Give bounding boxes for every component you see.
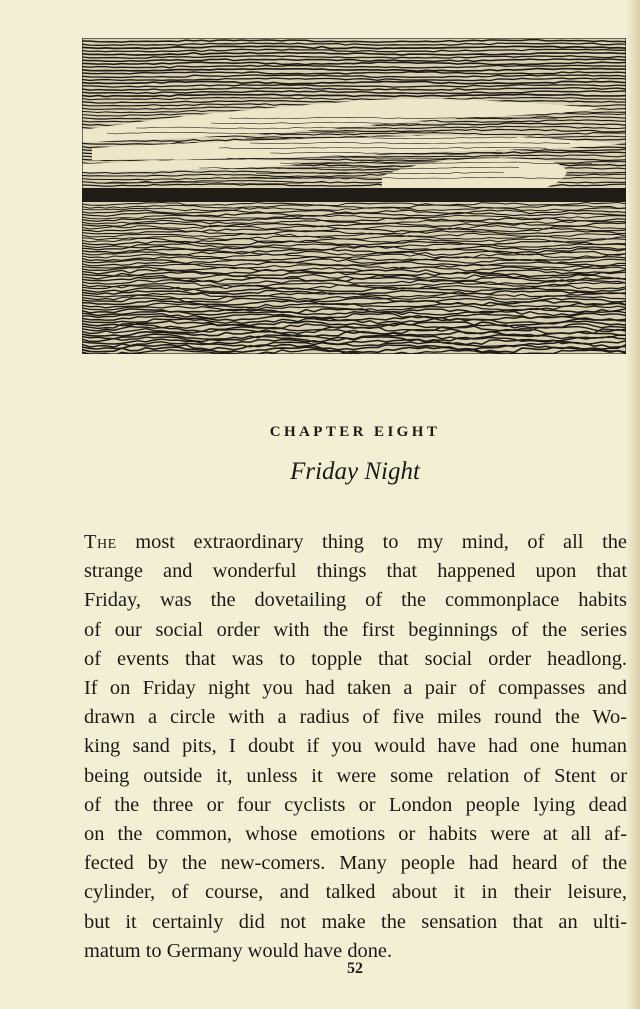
- page-number: 52: [347, 960, 363, 977]
- chapter-label: CHAPTER EIGHT: [269, 424, 441, 440]
- chapter-title: Friday Night: [290, 458, 420, 485]
- text-line: strange and wonderful things that happened upon that: [84, 560, 627, 583]
- text-line: king sand pits, I doubt if you would have had one human: [84, 735, 627, 758]
- text-line: matum to Germany would have done.: [84, 939, 393, 962]
- text-line: of the three or four cyclists or London people lying dead: [84, 793, 627, 816]
- text-line: but it certainly did not make the sensation that an ulti-: [84, 910, 627, 933]
- text-line: of events that was to topple that social order headlong.: [84, 647, 627, 670]
- body-paragraph: [84, 528, 627, 966]
- text-line: cylinder, of course, and talked about it in their leisure,: [84, 881, 627, 904]
- text-line: drawn a circle with a radius of five miles round the Wo-: [84, 706, 627, 729]
- seascape-illustration: [82, 38, 626, 354]
- text-line: The most extraordinary thing to my mind, of all the: [84, 531, 627, 553]
- text-line: on the common, whose emotions or habits were at all af-: [84, 823, 627, 846]
- text-line: Friday, was the dovetailing of the commonplace habits: [84, 589, 627, 612]
- text-line: If on Friday night you had taken a pair of compasses and: [84, 677, 627, 700]
- text-line: fected by the new-comers. Many people had heard of the: [84, 852, 627, 875]
- lead-word: The: [84, 531, 117, 553]
- text-line: being outside it, unless it were some relation of Stent or: [84, 764, 627, 787]
- text-line: of our social order with the first beginnings of the series: [84, 618, 627, 641]
- page-edge-shadow: [626, 0, 640, 1009]
